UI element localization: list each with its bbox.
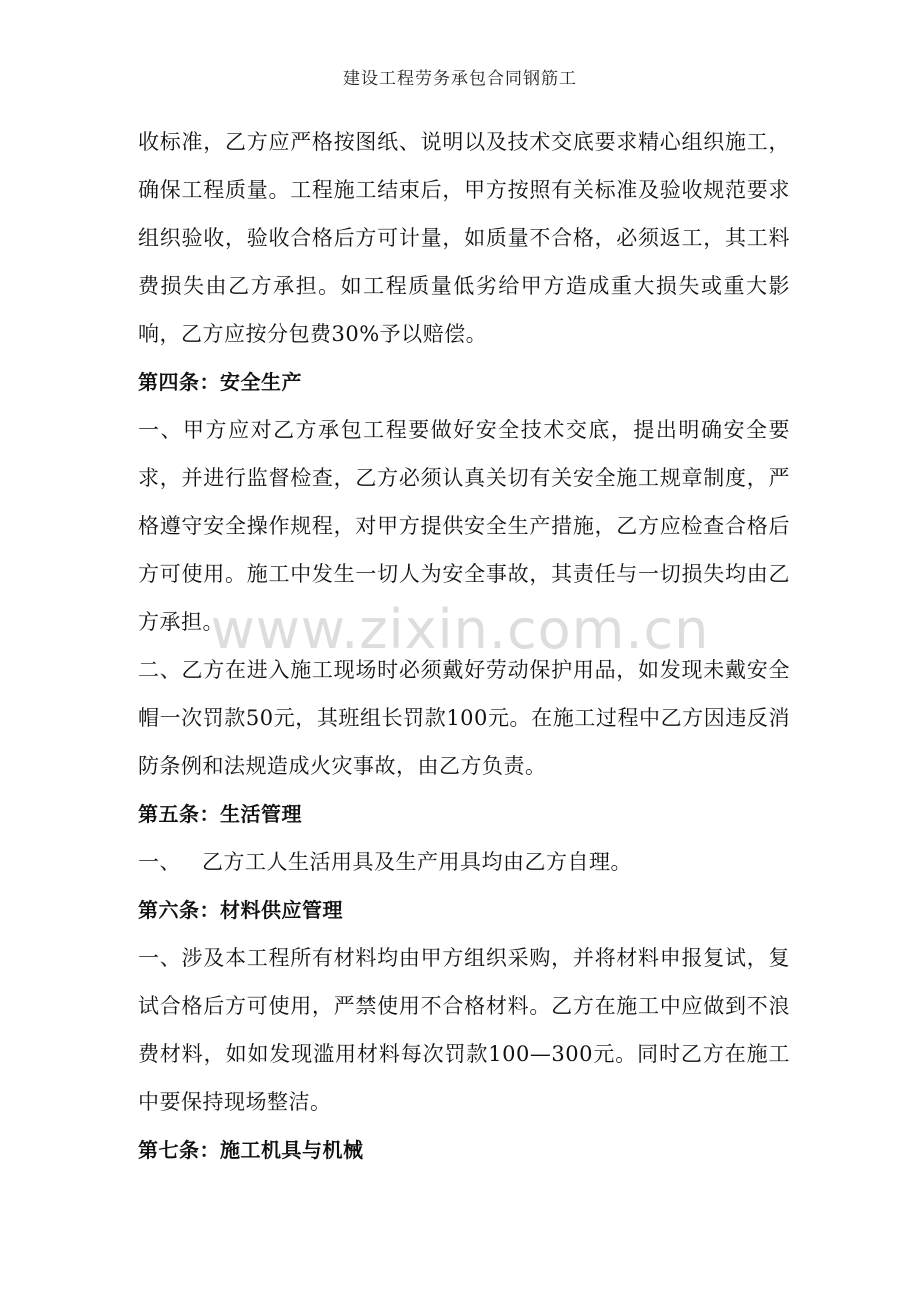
section-5-heading: 第五条：生活管理 [138,802,302,826]
section-6-paragraph-1: 一、涉及本工程所有材料均由甲方组织采购，并将材料申报复试，复试合格后方可使用，严禁使用不合格材料。乙方在施工中应做到不浪费材料，如如发现滥用材料每次罚款100—300元。同时乙方在施工中要保持现场整洁。 [138,946,790,1114]
section-6-heading: 第六条：材料供应管理 [138,898,343,922]
section-5-item-marker: 一、 [138,850,181,874]
continued-paragraph: 收标准，乙方应严格按图纸、说明以及技术交底要求精心组织施工，确保工程质量。工程施工结束后，甲方按照有关标准及验收规范要求组织验收，验收合格后方可计量，如质量不合格，必须返工，其工料费损失由乙方承担。如工程质量低劣给甲方造成重大损失或重大影响，乙方应按分包费30%予以赔偿。 [138,130,790,346]
section-4-paragraph-2: 二、乙方在进入施工现场时必须戴好劳动保护用品，如发现未戴安全帽一次罚款50元，其班组长罚款100元。在施工过程中乙方因违反消防条例和法规造成火灾事故，由乙方负责。 [138,658,790,778]
document-body [138,118,790,1174]
running-header: 建设工程劳务承包合同钢筋工 [343,69,577,89]
watermark-text: www.zixin.com.cn [210,598,710,661]
section-5-item [138,838,790,886]
section-4-paragraph-1: 一、甲方应对乙方承包工程要做好安全技术交底，提出明确安全要求，并进行监督检查，乙方必须认真关切有关安全施工规章制度，严格遵守安全操作规程，对甲方提供安全生产措施，乙方应检查合格后方可使用。施工中发生一切人为安全事故，其责任与一切损失均由乙方承担。 [138,418,790,634]
section-5-item-text: 乙方工人生活用具及生产用具均由乙方自理。 [202,850,632,874]
section-4-heading: 第四条：安全生产 [138,370,302,394]
section-7-heading: 第七条：施工机具与机械 [138,1138,364,1162]
